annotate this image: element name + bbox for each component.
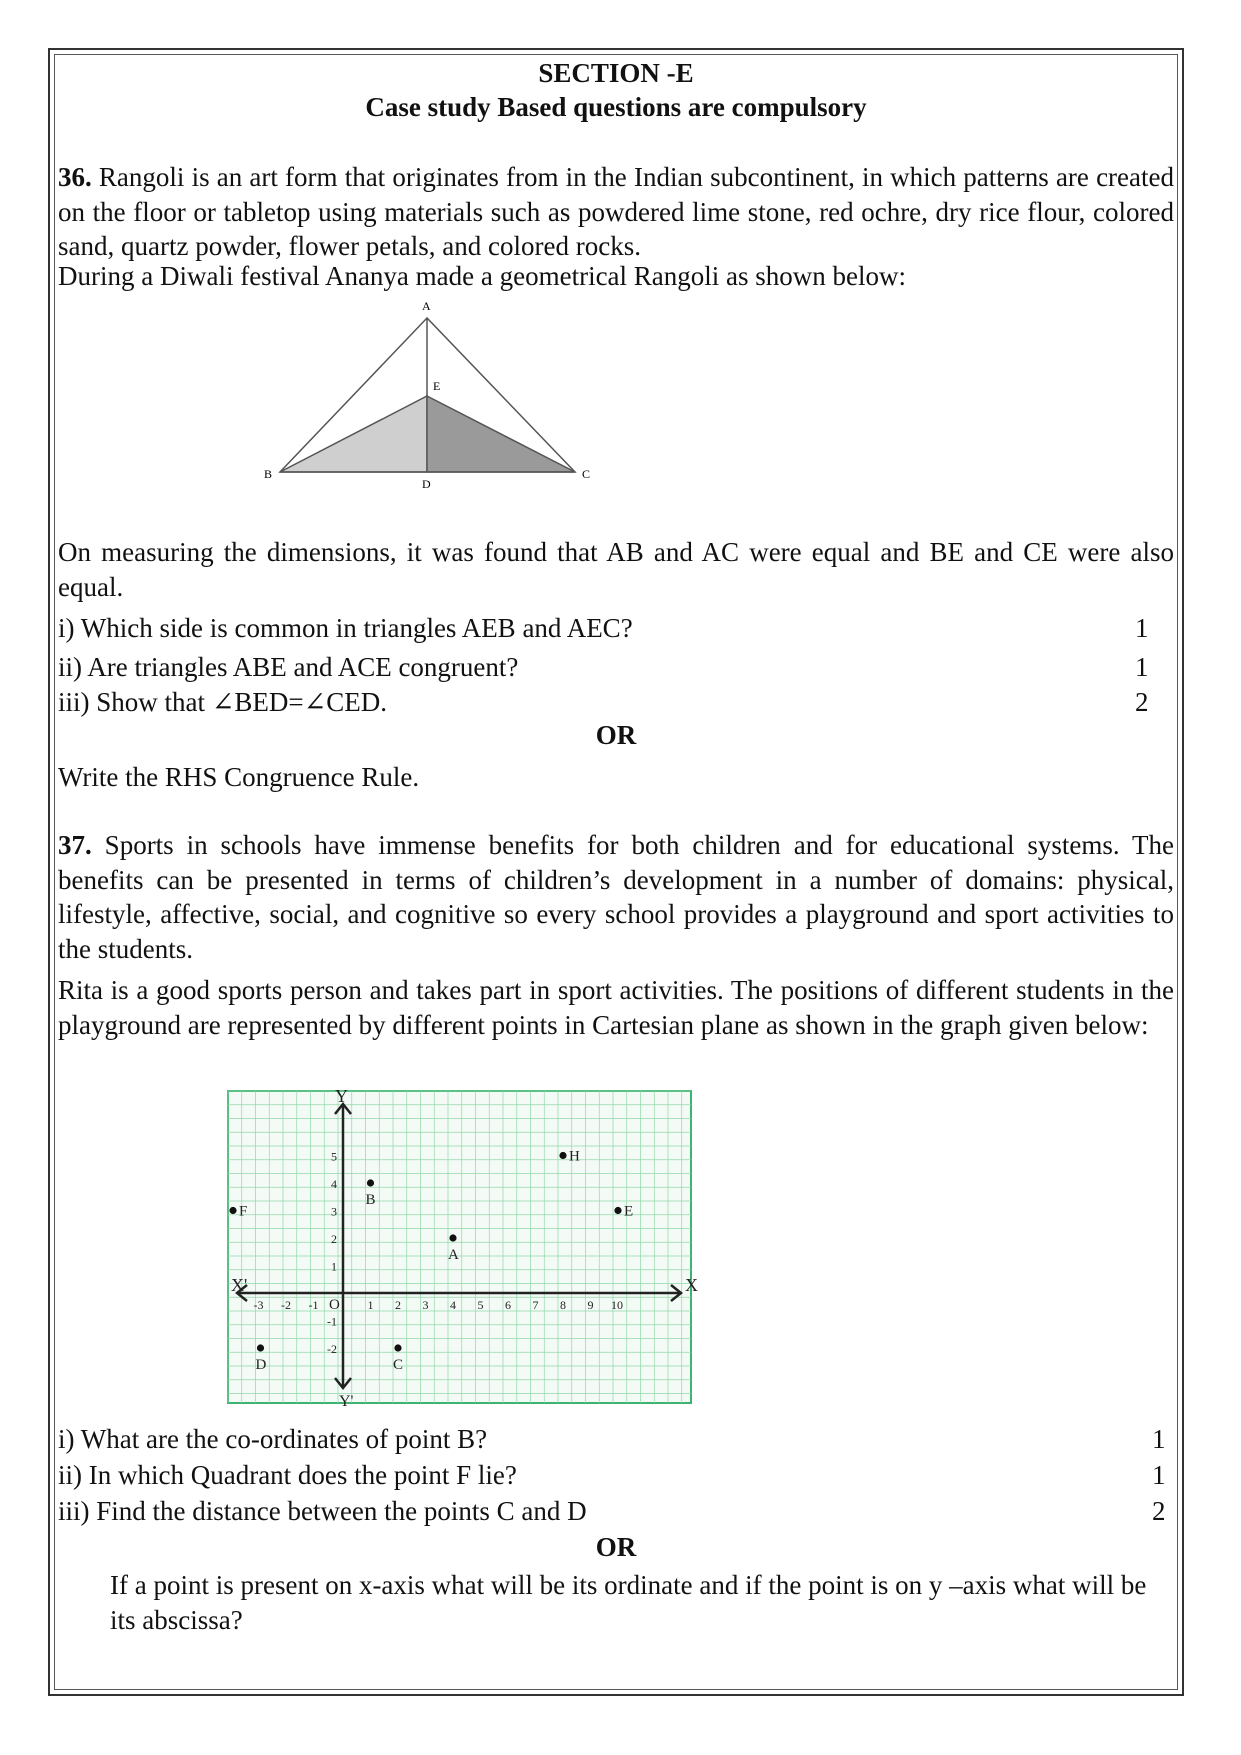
- q37-alt: If a point is present on x-axis what will be its ordinate and if the point is on y –axis what will be its abscissa?: [110, 1570, 1147, 1635]
- x-tick-label: 4: [450, 1298, 456, 1312]
- point-a: [449, 1234, 456, 1241]
- q36-part-2-marks: 1: [1135, 652, 1149, 682]
- point-label-h: H: [569, 1148, 580, 1165]
- point-h: [559, 1152, 566, 1159]
- x-tick-label: 10: [611, 1298, 623, 1312]
- x-tick-label: 2: [395, 1298, 401, 1312]
- point-f: [229, 1207, 236, 1214]
- x-axis-label: X: [685, 1275, 698, 1295]
- x-tick-label: 1: [367, 1298, 374, 1312]
- rangoli-figure: [240, 300, 610, 490]
- label-b: B: [264, 467, 273, 481]
- origin-label: O: [329, 1297, 340, 1313]
- x-tick-label: 7: [532, 1298, 539, 1312]
- label-c: C: [582, 467, 591, 481]
- q37-or: OR: [595, 1532, 637, 1562]
- point-c: [394, 1344, 401, 1351]
- label-a: A: [422, 299, 431, 313]
- x-neg-axis-label: X': [231, 1275, 248, 1295]
- q37-part-2-marks: 1: [1152, 1460, 1166, 1490]
- y-neg-axis-label: Y': [339, 1393, 354, 1410]
- y-tick-label: 1: [331, 1259, 337, 1274]
- point-e: [614, 1207, 621, 1214]
- q36-part-3-marks: 2: [1135, 687, 1149, 717]
- point-label-f: F: [239, 1203, 248, 1220]
- y-tick-label: 2: [331, 1232, 337, 1246]
- q36-part-1-marks: 1: [1135, 613, 1149, 643]
- section-subtitle: Case study Based questions are compulsory: [365, 92, 867, 122]
- point-label-d: D: [255, 1357, 267, 1373]
- q36-number: 36.: [58, 162, 92, 192]
- triangle-bed-shade: [280, 396, 427, 472]
- x-tick-label: -3: [253, 1298, 264, 1312]
- triangle-ced-shade: [427, 396, 575, 472]
- section-title: SECTION -E: [538, 58, 694, 88]
- q36-part-1: i) Which side is common in triangles AEB and AEC?: [58, 613, 633, 643]
- q36-line2: During a Diwali festival Ananya made a geometrical Rangoli as shown below:: [58, 261, 907, 291]
- y-tick-label: 4: [331, 1177, 337, 1191]
- cartesian-graph: [225, 1086, 698, 1410]
- q36-alt: Write the RHS Congruence Rule.: [58, 762, 420, 792]
- q37-number: 37.: [58, 830, 92, 860]
- point-label-b: B: [365, 1192, 376, 1208]
- q37-line2: Rita is a good sports person and takes part in sport activities. The positions of different students in the playground are represented by different points in Cartesian plane as shown in the graph given below:: [58, 975, 1174, 1040]
- q36-part-3: iii) Show that ∠BED=∠CED.: [58, 687, 387, 717]
- x-tick-label: 9: [587, 1298, 594, 1312]
- point-label-a: A: [448, 1247, 459, 1263]
- q37-part-1: i) What are the co-ordinates of point B?: [58, 1424, 488, 1454]
- x-tick-label: 3: [422, 1298, 429, 1312]
- x-tick-label: -1: [308, 1298, 319, 1312]
- q37-part-3: iii) Find the distance between the points C and D: [58, 1496, 587, 1526]
- q37-part-3-marks: 2: [1152, 1496, 1166, 1526]
- x-tick-label: 8: [560, 1298, 566, 1312]
- q36-intro: 36. Rangoli is an art form that originates from in the Indian subcontinent, in which patterns are created on the floor or tabletop using materials such as powdered lime stone, red ochre, dry rice flour, colored sand, quartz powder, flower petals, and colored rocks.: [58, 162, 1174, 261]
- point-label-c: C: [393, 1357, 404, 1373]
- x-tick-label: 6: [505, 1298, 511, 1312]
- label-e: E: [433, 379, 441, 393]
- point-label-e: E: [624, 1203, 634, 1220]
- q36-part-2: ii) Are triangles ABE and ACE congruent?: [58, 652, 519, 682]
- x-tick-label: -2: [281, 1298, 291, 1312]
- y-tick-label: 5: [331, 1149, 337, 1164]
- q36-or: OR: [595, 720, 637, 750]
- point-b: [367, 1179, 374, 1186]
- y-tick-label: -1: [327, 1314, 337, 1329]
- q36-measure: On measuring the dimensions, it was found that AB and AC were equal and BE and CE were also equal.: [58, 537, 1174, 602]
- point-d: [257, 1344, 264, 1351]
- q37-intro: 37. Sports in schools have immense benefits for both children and for educational systems. The benefits can be presented in terms of children’s development in a number of domains: physical, lifestyle, affective, social, and cognitive so every school provides a playground and sport activities to the students.: [58, 830, 1175, 964]
- q37-part-2: ii) In which Quadrant does the point F lie?: [58, 1460, 517, 1490]
- y-axis-label: Y: [335, 1086, 348, 1106]
- y-tick-label: 3: [331, 1204, 337, 1219]
- label-d: D: [422, 477, 431, 491]
- q37-part-1-marks: 1: [1152, 1424, 1166, 1454]
- y-tick-label: -2: [327, 1342, 337, 1356]
- x-tick-label: 5: [477, 1298, 484, 1312]
